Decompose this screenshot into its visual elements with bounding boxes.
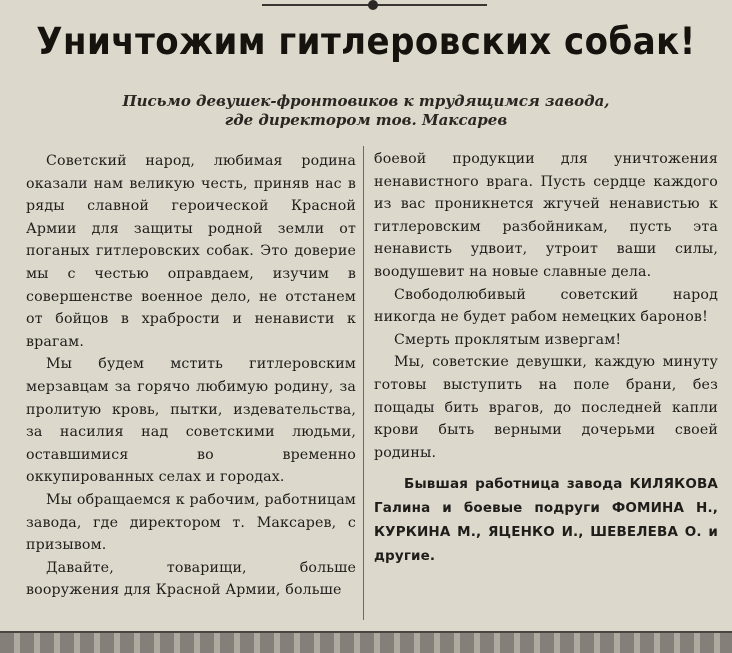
paragraph: Советский народ, любимая родина оказали нам великую честь, приняв нас в ряды славной героической Красной Армии для защиты родной земли от поганых гитлеровских собак. Это доверие мы с честью оправдаем, изучим в совершенстве военное дело, не отстанем от бойцов в храбрости и ненависти к врагам. xyxy=(26,153,356,350)
left-column xyxy=(26,150,356,602)
subheadline xyxy=(0,92,732,130)
paragraph: Свободолюбивый советский народ никогда не будет рабом немецких баронов! xyxy=(374,286,718,326)
top-ornament xyxy=(368,0,378,10)
column-divider xyxy=(363,146,364,620)
paragraph: боевой продукции для уничтожения ненавистного врага. Пусть сердце каждого из вас проникнется жгучей ненавистью к гитлеровским разбойникам, пусть эта ненависть удвоит, утроит ваши силы, воодушевит на новые славные дела. xyxy=(374,151,718,280)
paragraph: Мы, советские девушки, каждую минуту готовы выступить на поле брани, без пощады бить врагов, до последней капли крови быть верными дочерьми своей родины. xyxy=(374,354,718,461)
paragraph: Мы обращаемся к рабочим, работницам завода, где директором т. Максарев, с призывом. xyxy=(26,491,356,554)
paragraph: Смерть проклятым извергам! xyxy=(394,331,622,348)
paragraph: Давайте, товарищи, больше вооружения для Красной Армии, больше xyxy=(26,559,356,599)
headline: Уничтожим гитлеровских собак! xyxy=(36,20,696,63)
right-column xyxy=(374,148,718,568)
subheadline-line-2: где директором тов. Максарев xyxy=(224,111,508,129)
torn-bottom-edge xyxy=(0,633,732,653)
signature: Бывшая работница завода КИЛЯКОВА Галина и боевые подруги ФОМИНА Н., КУРКИНА М., ЯЦЕНКО И., ШЕВЕЛЕВА О. и другие. xyxy=(374,476,718,565)
paragraph: Мы будем мстить гитлеровским мерзавцам за горячо любимую родину, за пролитую кровь, пытки, издевательства, за насилия над советскими людьми, оставшимися во временно оккупированных селах и городах. xyxy=(26,356,356,486)
subheadline-line-1: Письмо девушек-фронтовиков к трудящимся завода, xyxy=(122,92,610,110)
